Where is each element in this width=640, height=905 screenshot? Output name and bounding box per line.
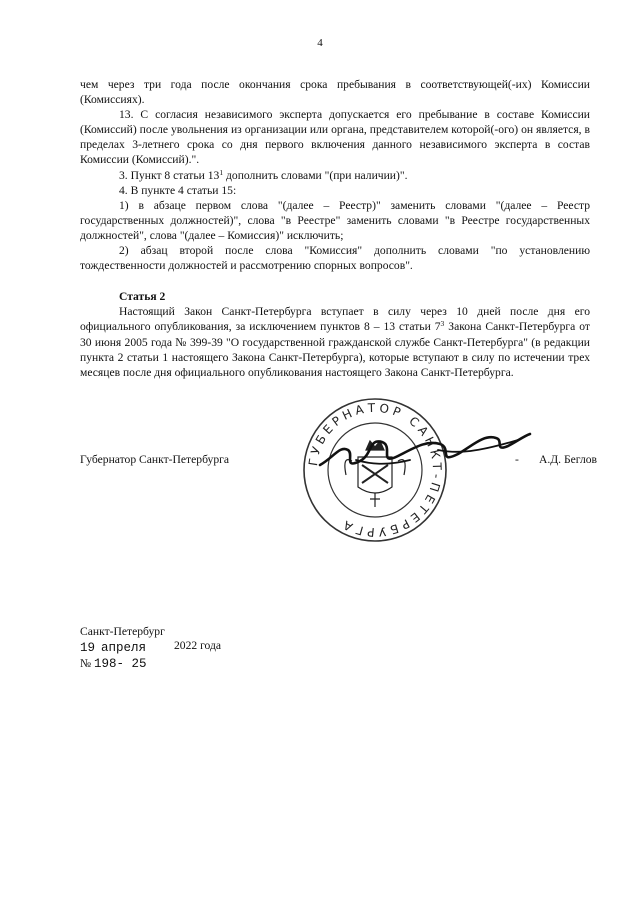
law-number-prefix: № [80, 657, 94, 670]
paragraph [80, 168, 590, 183]
page-number: 4 [317, 37, 323, 49]
city: Санкт-Петербург [80, 625, 165, 638]
date-year: 2022 года [174, 639, 222, 652]
paragraph: 4. В пункте 4 статьи 15: [119, 183, 237, 197]
superscript: 1 [219, 167, 224, 177]
paragraph-text: дополнить словами "(при наличии)". [223, 168, 408, 182]
article-heading: Статья 2 [119, 290, 166, 304]
law-number [80, 657, 146, 671]
date-day: 19 [80, 641, 96, 655]
paragraph: чем через три года после окончания срока пребывания в соответствующей(-их) Комиссии (Комиссиях). [80, 78, 590, 107]
signatory-title: Губернатор Санкт-Петербурга [80, 453, 230, 466]
paragraph-text: Настоящий Закон Санкт-Петербурга вступает в силу через 10 дней после дня его официального опубликования, за исключением пунктов 8 – 13 статьи 7 [80, 305, 590, 334]
handwritten-signature [318, 420, 533, 475]
paragraph-text: 3. Пункт 8 статьи 13 [119, 168, 220, 182]
signature-dash: - [515, 453, 519, 466]
paragraph: 1) в абзаце первом слова "(далее – Реестр)" заменить словами "(далее – Реестр государственных должностей)", слова "в Реестре" заменить словами "в Реестре государственных должностей", слова "(далее – Комиссия)" исключить; [80, 198, 590, 242]
superscript: 3 [440, 319, 445, 329]
paragraph [80, 304, 590, 379]
paragraph-text: Закона Санкт-Петербурга от 30 июня 2005 года № 399-39 "О государственной гражданской службе Санкт-Петербурга" (в редакции пункта 2 статьи 1 настоящего Закона Санкт-Петербурга), которые вступают в силу по истечении трех месяцев после дня официального опубликования настоящего Закона Санкт-Петербурга. [80, 320, 591, 379]
seal-text: ГУБЕРНАТОР САНКТ-ПЕТЕРБУРГА [305, 400, 445, 540]
date [80, 641, 280, 655]
paragraph: 13. С согласия независимого эксперта допускается его пребывание в составе Комиссии (Комиссий) после увольнения из организации или органа, представителем которой(-ого) он является, в пределах 3-летнего срока со дня первого включения данного независимого эксперта в состав Комиссии (Комиссий).". [80, 108, 590, 167]
document-body [80, 77, 590, 380]
paragraph: 2) абзац второй после слова "Комиссия" дополнить словами "по установлению тождественности должностей и рассмотрению спорных вопросов". [80, 244, 590, 273]
law-number-value: 198- 25 [93, 657, 147, 671]
date-month: апреля [101, 641, 147, 655]
signatory-name: А.Д. Беглов [539, 453, 598, 466]
